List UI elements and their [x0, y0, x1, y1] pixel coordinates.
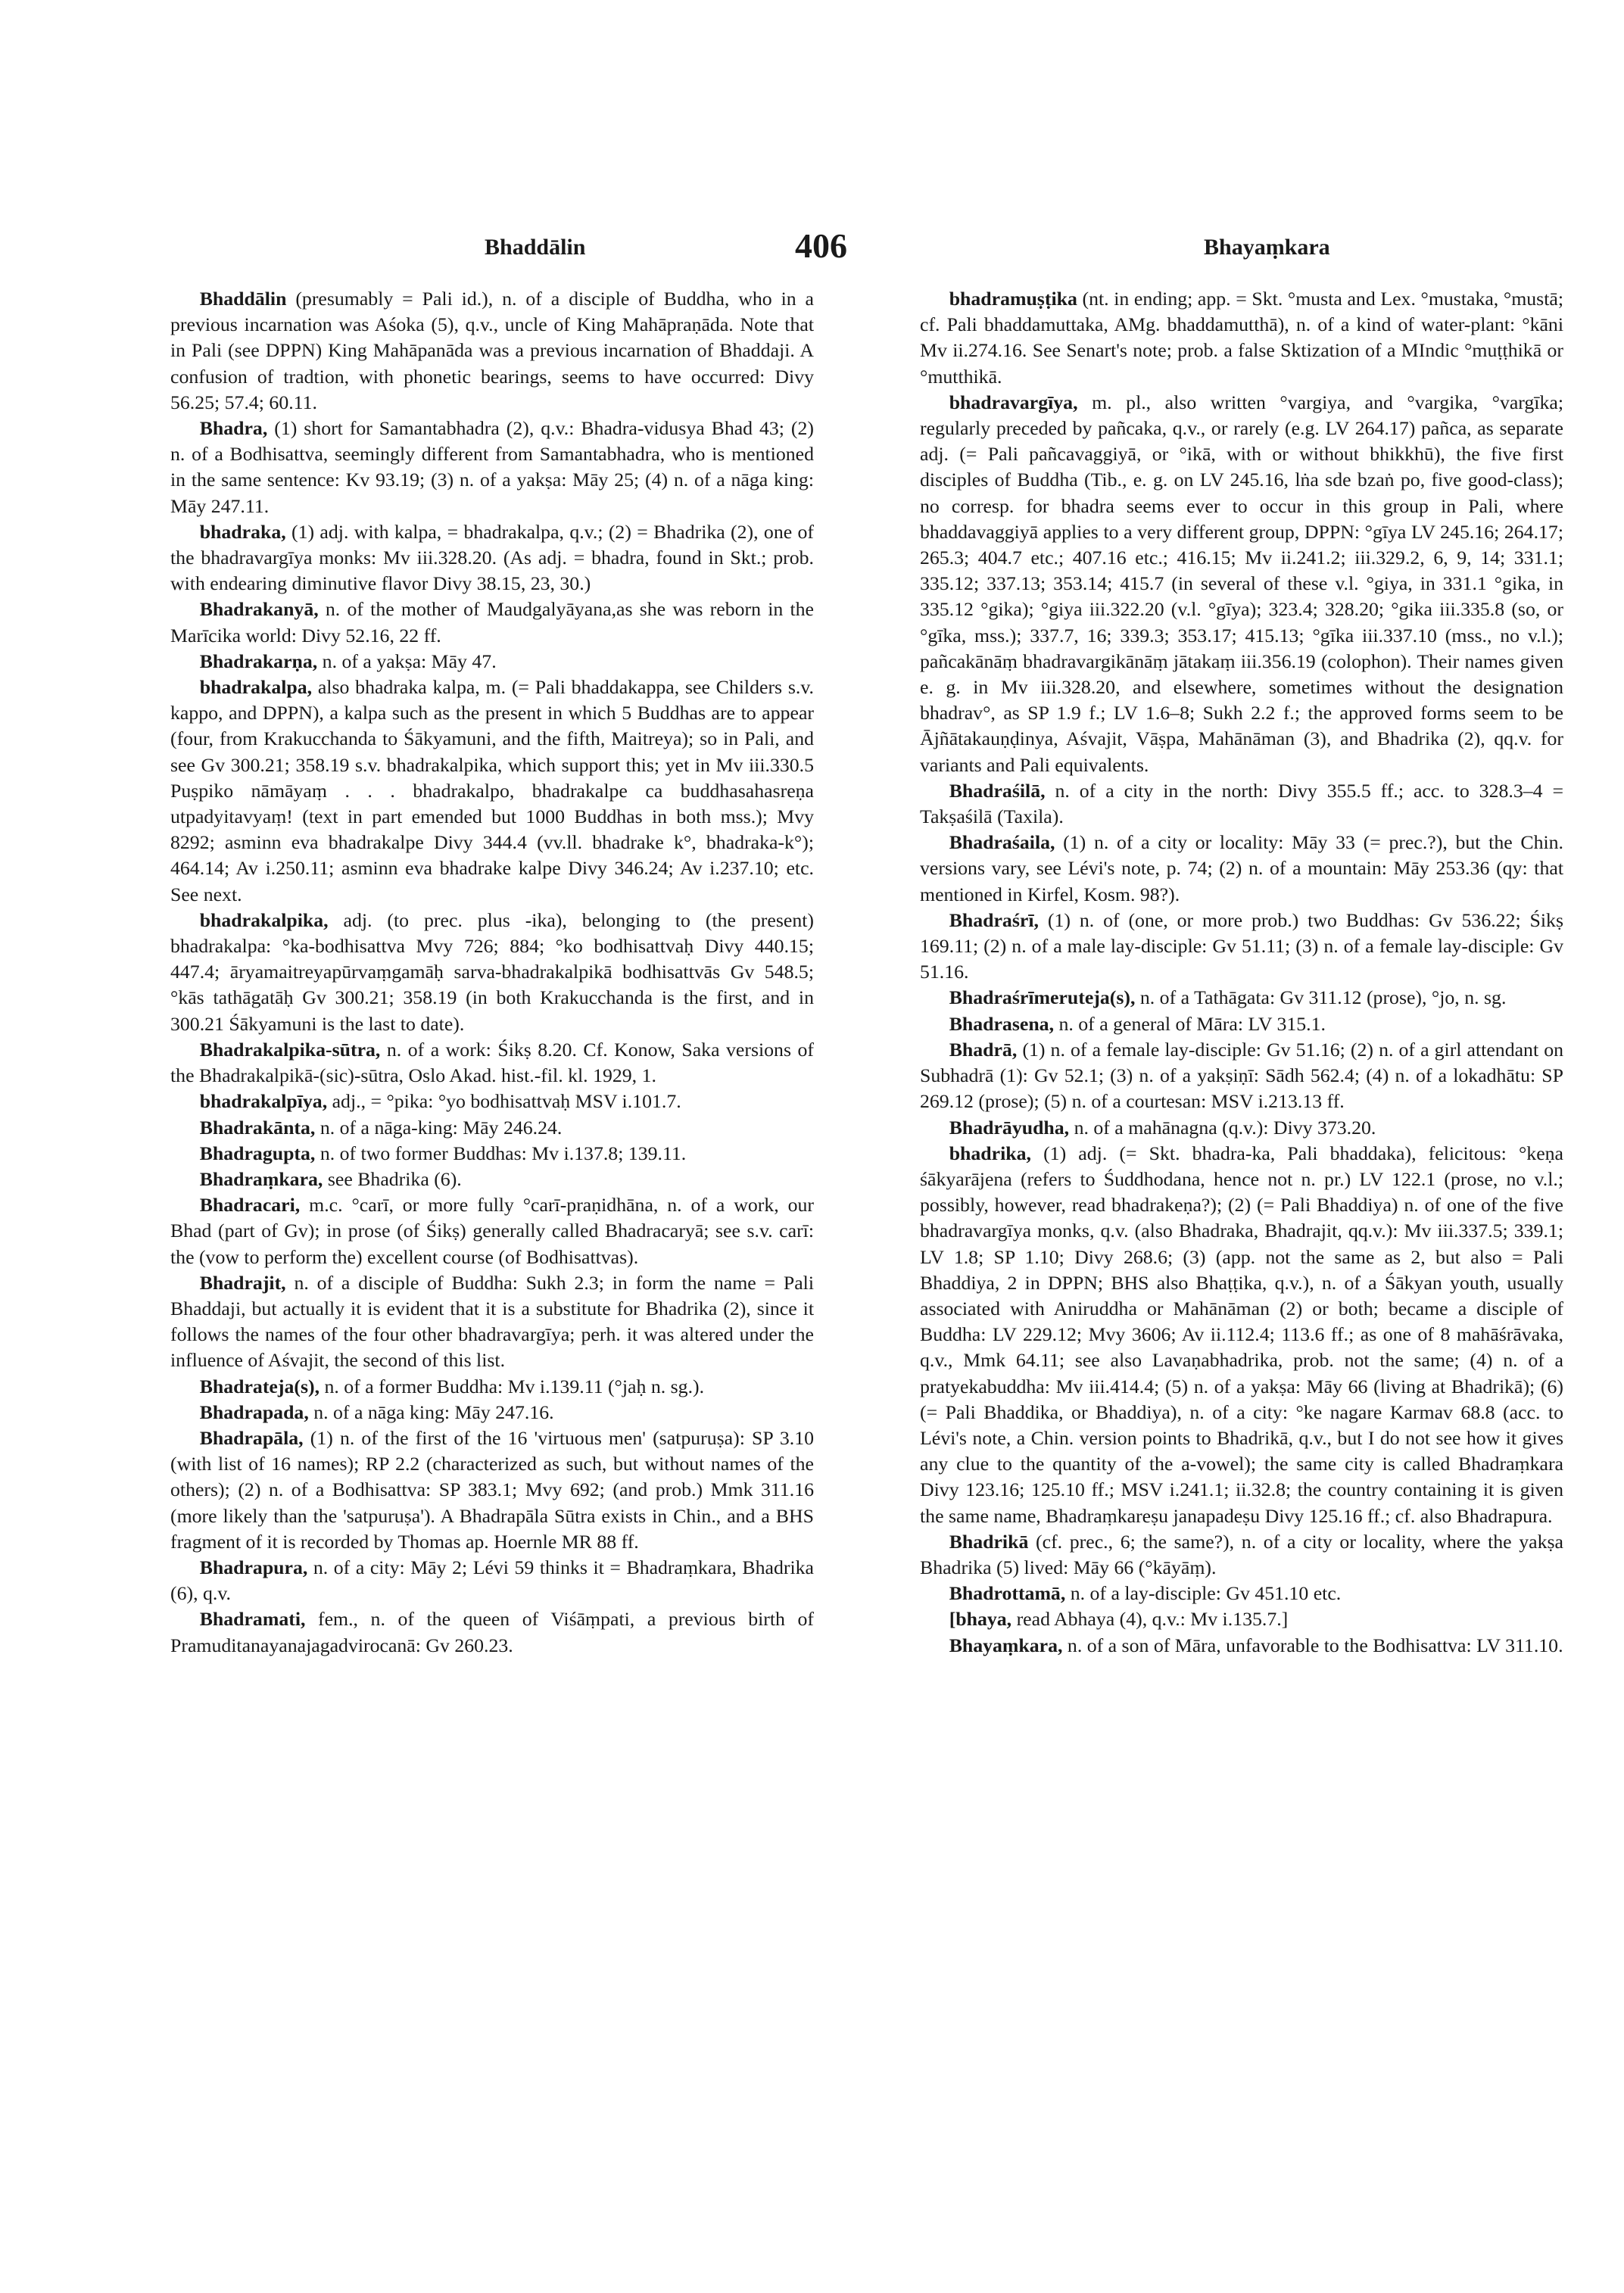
entry-body: (1) n. of a city or locality: Māy 33 (= prec.?), but the Chin. versions vary, see Lévi's note, p. 74; (2) n. of a mountain: Māy 253.36 (qy: that mentioned in Kirfel, Kosm. 98?). — [920, 831, 1563, 905]
page-header — [0, 227, 1624, 273]
dictionary-entry — [170, 416, 814, 519]
entry-headword: bhadrakalpika, — [199, 908, 329, 931]
dictionary-entry — [170, 286, 814, 416]
entry-headword: Bhadrapāla, — [199, 1426, 304, 1449]
entry-headword: Bhadracari, — [199, 1194, 301, 1217]
entry-body: see Bhadrika (6). — [323, 1167, 462, 1190]
dictionary-entry — [920, 1037, 1563, 1115]
dictionary-entry — [170, 1400, 814, 1425]
entry-body: read Abhaya (4), q.v.: Mv i.135.7.] — [1011, 1608, 1289, 1631]
entry-headword: Bhadrottamā, — [949, 1582, 1066, 1605]
left-column — [170, 286, 814, 1659]
entry-body: (1) adj. with kalpa, = bhadrakalpa, q.v.; (2) = Bhadrika (2), one of the bhadravargīya monks: Mv iii.328.20. (As adj. = bhadra, found in Skt.; prob. with endearing diminutive flavor Divy 38.15, 23, 30.) — [170, 520, 814, 595]
dictionary-entry — [920, 1606, 1563, 1632]
entry-body: also bhadraka kalpa, m. (= Pali bhaddakappa, see Childers s.v. kappo, and DPPN), a kalpa such as the present in which 5 Buddhas are to appear (four, from Krakucchanda to Śākyamuni, and the fifth, Maitreya); so in Pali, and see Gv 300.21; 358.19 s.v. bhadrakalpika, which support this; yet in Mv iii.330.5 Puṣpiko nāmāyaṃ . . . bhadrakalpo, bhadrakalpe ca buddhasahasreṇa utpadyitavyaṃ! (text in part emended but 1000 Buddhas in both mss.); Mvy 8292; asminn eva bhadrakalpe Divy 344.4 (vv.ll. bhadrake k°, bhadraka-k°); 464.14; Av i.250.11; asminn eva bhadrake kalpe Divy 346.24; Av i.237.10; etc. See next. — [170, 676, 814, 905]
entry-body: n. of a Tathāgata: Gv 311.12 (prose), °jo, n. sg. — [1135, 986, 1507, 1009]
dictionary-entry — [920, 830, 1563, 908]
dictionary-entry — [920, 390, 1563, 778]
entry-headword: bhadramuṣṭika — [949, 288, 1077, 310]
entry-headword: Bhadra, — [199, 417, 268, 440]
dictionary-entry — [920, 286, 1563, 390]
right-running-head: Bhayaṃkara — [1204, 235, 1330, 260]
page-number: 406 — [795, 226, 847, 265]
dictionary-entry — [170, 1037, 814, 1089]
entry-headword: Bhadrā, — [949, 1038, 1018, 1061]
dictionary-entry — [170, 1089, 814, 1114]
dictionary-entry — [170, 1606, 814, 1658]
entry-headword: bhadravargīya, — [949, 391, 1078, 413]
entry-headword: Bhadramati, — [199, 1608, 306, 1631]
dictionary-entry — [920, 1011, 1563, 1037]
dictionary-entry — [920, 985, 1563, 1011]
dictionary-entry — [920, 1141, 1563, 1529]
entry-headword: bhadrakalpīya, — [199, 1090, 328, 1113]
entry-headword: Bhadrakanyā, — [199, 598, 319, 621]
entry-body: (nt. in ending; app. = Skt. °musta and Lex. °mustaka, °mustā; cf. Pali bhaddamuttaka, AMg. bhaddamutthā), n. of a kind of water-plant: °kāni Mv ii.274.16. See Senart's note; prob. a false Sktization of a MIndic °muṭṭhikā or °mutthikā. — [920, 288, 1563, 388]
entry-headword: bhadraka, — [199, 520, 286, 543]
entry-body: fem., n. of the queen of Viśāṃpati, a previous birth of Pramuditanayanajagadvirocanā: Gv 260.23. — [170, 1608, 814, 1656]
entry-headword: bhadrika, — [949, 1142, 1031, 1164]
entry-body: (1) n. of (one, or more prob.) two Buddhas: Gv 536.22; Śikṣ 169.11; (2) n. of a male lay-disciple: Gv 51.11; (3) n. of a female lay-disciple: Gv 51.16. — [920, 908, 1563, 983]
entry-headword: Bhadrakalpika-sūtra, — [199, 1038, 381, 1061]
dictionary-entry — [170, 649, 814, 675]
entry-headword: Bhadrāyudha, — [949, 1116, 1070, 1139]
entry-headword: Bhadragupta, — [199, 1142, 316, 1164]
dictionary-entry — [920, 908, 1563, 986]
entry-body: n. of a city: Māy 2; Lévi 59 thinks it = Bhadraṃkara, Bhadrika (6), q.v. — [170, 1556, 814, 1605]
dictionary-entry — [170, 1192, 814, 1270]
entry-body: n. of a yakṣa: Māy 47. — [317, 650, 497, 672]
dictionary-entry — [920, 1115, 1563, 1141]
dictionary-entry — [170, 1270, 814, 1374]
entry-headword: bhadrakalpa, — [199, 676, 313, 699]
entry-body: (1) short for Samantabhadra (2), q.v.: Bhadra-vidusya Bhad 43; (2) n. of a Bodhisattva, seemingly different from Samantabhadra, who is mentioned in the same sentence: Kv 93.19; (3) n. of a yakṣa: Māy 25; (4) n. of a nāga king: Māy 247.11. — [170, 417, 814, 517]
entry-headword: Bhayaṃkara, — [949, 1634, 1063, 1656]
entry-body: n. of a work: Śikṣ 8.20. Cf. Konow, Saka versions of the Bhadrakalpikā-(sic)-sūtra, Oslo Akad. hist.-fil. kl. 1929, 1. — [170, 1038, 814, 1087]
dictionary-entry — [170, 908, 814, 1037]
entry-headword: Bhadrikā — [949, 1530, 1029, 1553]
entry-headword: Bhadrasena, — [949, 1012, 1055, 1035]
entry-headword: Bhaddālin — [199, 288, 287, 310]
dictionary-entry — [170, 1374, 814, 1400]
entry-headword: [bhaya, — [949, 1608, 1012, 1631]
dictionary-entry — [170, 597, 814, 648]
left-running-head: Bhaddālin — [485, 235, 586, 260]
entry-headword: Bhadrapura, — [199, 1556, 308, 1578]
entry-body: n. of a disciple of Buddha: Sukh 2.3; in form the name = Pali Bhaddaji, but actually it is evident that it is a substitute for Bhadrika (2), since it follows the names of the four other bhadravargīya; perh. it was altered under the influence of Aśvajit, the second of this list. — [170, 1271, 814, 1372]
entry-body: (1) n. of the first of the 16 'virtuous men' (satpuruṣa): SP 3.10 (with list of 16 names); RP 2.2 (characterized as such, but without names of the others); (2) n. of a Bodhisattva: SP 383.1; Mvy 692; (and prob.) Mmk 311.16 (more likely than the 'satpuruṣa'). A Bhadrapāla Sūtra exists in Chin., and a BHS fragment of it is recorded by Thomas ap. Hoernle MR 88 ff. — [170, 1426, 814, 1553]
entry-body: n. of a lay-disciple: Gv 451.10 etc. — [1065, 1582, 1342, 1605]
dictionary-entry — [170, 675, 814, 908]
dictionary-entry — [920, 1581, 1563, 1606]
entry-headword: Bhadraśrīmeruteja(s), — [949, 986, 1136, 1009]
dictionary-entry — [170, 1555, 814, 1606]
entry-headword: Bhadrajit, — [199, 1271, 286, 1294]
entry-body: n. of a nāga king: Māy 247.16. — [308, 1400, 554, 1423]
dictionary-entry — [170, 1425, 814, 1555]
dictionary-entry — [920, 778, 1563, 830]
entry-headword: Bhadrakānta, — [199, 1116, 316, 1139]
entry-body: adj., = °pika: °yo bodhisattvaḥ MSV i.101.7. — [327, 1090, 681, 1113]
entry-headword: Bhadraśaila, — [949, 831, 1055, 854]
entry-headword: Bhadrapada, — [199, 1400, 309, 1423]
entry-body: n. of the mother of Maudgalyāyana,as she was reborn in the Marīcika world: Divy 52.16, 22 ff. — [170, 598, 814, 646]
dictionary-entry — [170, 1115, 814, 1141]
entry-body: n. of a general of Māra: LV 315.1. — [1054, 1012, 1326, 1035]
entry-body: n. of a mahānagna (q.v.): Divy 373.20. — [1069, 1116, 1376, 1139]
entry-body: (cf. prec., 6; the same?), n. of a city or locality, where the yakṣa Bhadrika (5) lived: Māy 66 (°kāyāṃ). — [920, 1530, 1563, 1578]
entry-body: adj. (to prec. plus -ika), belonging to (the present) bhadrakalpa: °ka-bodhisattva Mvy 726; 884; °ko bodhisattvaḥ Divy 440.15; 447.4; āryamaitreyapūrvaṃgamāḥ sarva-bhadrakalpikā bodhisattvās Gv 548.5; °kās tathāgatāḥ Gv 300.21; 358.19 (in both Krakucchanda is the first, and in 300.21 Śākyamuni is the last to date). — [170, 908, 814, 1035]
entry-headword: Bhadrateja(s), — [199, 1375, 320, 1397]
dictionary-entry — [170, 1141, 814, 1167]
dictionary-entry — [920, 1633, 1563, 1659]
right-column — [920, 286, 1563, 1659]
entry-body: n. of a nāga-king: Māy 246.24. — [315, 1116, 563, 1139]
entry-body: m. pl., also written °vargiya, and °vargika, °vargīka; regularly preceded by pañcaka, q.v., or rarely (e.g. LV 264.17) pañca, as separate adj. (= Pali pañcavaggiyā, or °ikā, with or without bhikkhū), the five first disciples of Buddha (Tib., e. g. on LV 245.16, lṅa sde bzaṅ po, five good-class); no corresp. for bhadra seems ever to occur in this group in Pali, where bhaddavaggiyā applies to a very different group, DPPN: °gīya LV 245.16; 264.17; 265.3; 404.7 etc.; 407.16 etc.; 416.15; Mv ii.241.2; iii.329.2, 6, 9, 14; 331.1; 335.12; 337.13; 353.14; 415.7 (in several of these v.l. °giya, in 331.1 °gika, in 335.12 °gika); °giya iii.322.20 (v.l. °gīya); 323.4; 328.20; °gika iii.335.8 (so, or °gīka, mss.); 337.7, 16; 339.3; 353.17; 415.13; °gīka iii.337.10 (mss., no v.l.); pañcakānāṃ bhadravargikānāṃ jātakaṃ iii.356.19 (colophon). Their names given e. g. in Mv iii.328.20, and elsewhere, sometimes without the designation bhadrav°, as SP 1.9 f.; LV 1.6–8; Sukh 2.2 f.; the approved forms seem to be Ājñātakauṇḍinya, Aśvajit, Vāṣpa, Mahānāman (3), and Bhadrika (2), qq.v. for variants and Pali equivalents. — [920, 391, 1563, 776]
entry-body: n. of a son of Māra, unfavorable to the Bodhisattva: LV 311.10. — [1062, 1634, 1563, 1656]
entry-headword: Bhadraśilā, — [949, 779, 1046, 802]
entry-body: n. of a city in the north: Divy 355.5 ff.; acc. to 328.3–4 = Takṣaśilā (Taxila). — [920, 779, 1563, 828]
entry-body: m.c. °carī, or more fully °carī-praṇidhāna, n. of a work, our Bhad (part of Gv); in prose (of Śikṣ) generally called Bhadracaryā; see s.v. carī: the (vow to perform the) excellent course (of Bodhisattvas). — [170, 1194, 814, 1268]
dictionary-entry — [170, 519, 814, 597]
dictionary-entry — [170, 1167, 814, 1192]
entry-body: n. of two former Buddhas: Mv i.137.8; 139.11. — [315, 1142, 687, 1164]
entry-headword: Bhadrakarṇa, — [199, 650, 318, 672]
entry-body: (1) n. of a female lay-disciple: Gv 51.16; (2) n. of a girl attendant on Subhadrā (1): Gv 52.1; (3) n. of a yakṣiṇī: Sādh 562.4; (4) n. of a lokadhātu: SP 269.12 (prose); (5) n. of a courtesan: MSV i.213.13 ff. — [920, 1038, 1563, 1113]
entry-headword: Bhadraśrī, — [949, 908, 1039, 931]
entry-body: (presumably = Pali id.), n. of a disciple of Buddha, who in a previous incarnation was Aśoka (5), q.v., uncle of King Mahāpraṇāda. Note that in Pali (see DPPN) King Mahāpanāda was a previous incarnation of Bhaddaji. A confusion of tradtion, with phonetic bearings, seems to have occurred: Divy 56.25; 57.4; 60.11. — [170, 288, 814, 413]
entry-body: n. of a former Buddha: Mv i.139.11 (°jaḥ n. sg.). — [320, 1375, 705, 1397]
entry-headword: Bhadraṃkara, — [199, 1167, 323, 1190]
dictionary-entry — [920, 1529, 1563, 1581]
entry-body: (1) adj. (= Skt. bhadra-ka, Pali bhaddaka), felicitous: °keṇa śākyarājena (refers to Śuddhodana, hence not n. pr.) LV 122.1 (prose, no v.l.; possibly, however, read bhadrakeṇa?); (2) (= Pali Bhaddiya) n. of one of the five bhadravargīya monks, q.v. (also Bhadraka, Bhadrajit, qq.v.): Mv iii.337.5; 339.1; LV 1.8; SP 1.10; Divy 268.6; (3) (app. not the same as 2, but also = Pali Bhaddiya, 2 in DPPN; BHS also Bhaṭṭika, q.v.), n. of a Śākyan youth, usually associated with Aniruddha or Mahānāman (2) or both; became a disciple of Buddha: LV 229.12; Mvy 3606; Av ii.112.4; 113.6 ff.; as one of 8 mahāśrāvaka, q.v., Mmk 64.11; see also Lavaṇabhadrika, prob. not the same; (4) n. of a pratyekabuddha: Mv iii.414.4; (5) n. of a yakṣa: Māy 66 (living at Bhadrikā); (6) (= Pali Bhaddika, or Bhaddiya), n. of a city: °ke nagare Karmav 68.8 (acc. to Lévi's note, a Chin. version points to Bhadrikā, q.v., but I do not see how it gives any clue to the quantity of the a-vowel); the same city is called Bhadraṃkara Divy 123.16; 125.10 ff.; MSV i.241.1; ii.32.8; the country containing it is given the same name, Bhadraṃkareṣu janapadeṣu Divy 125.16 ff.; cf. also Bhadrapura. — [920, 1142, 1563, 1527]
